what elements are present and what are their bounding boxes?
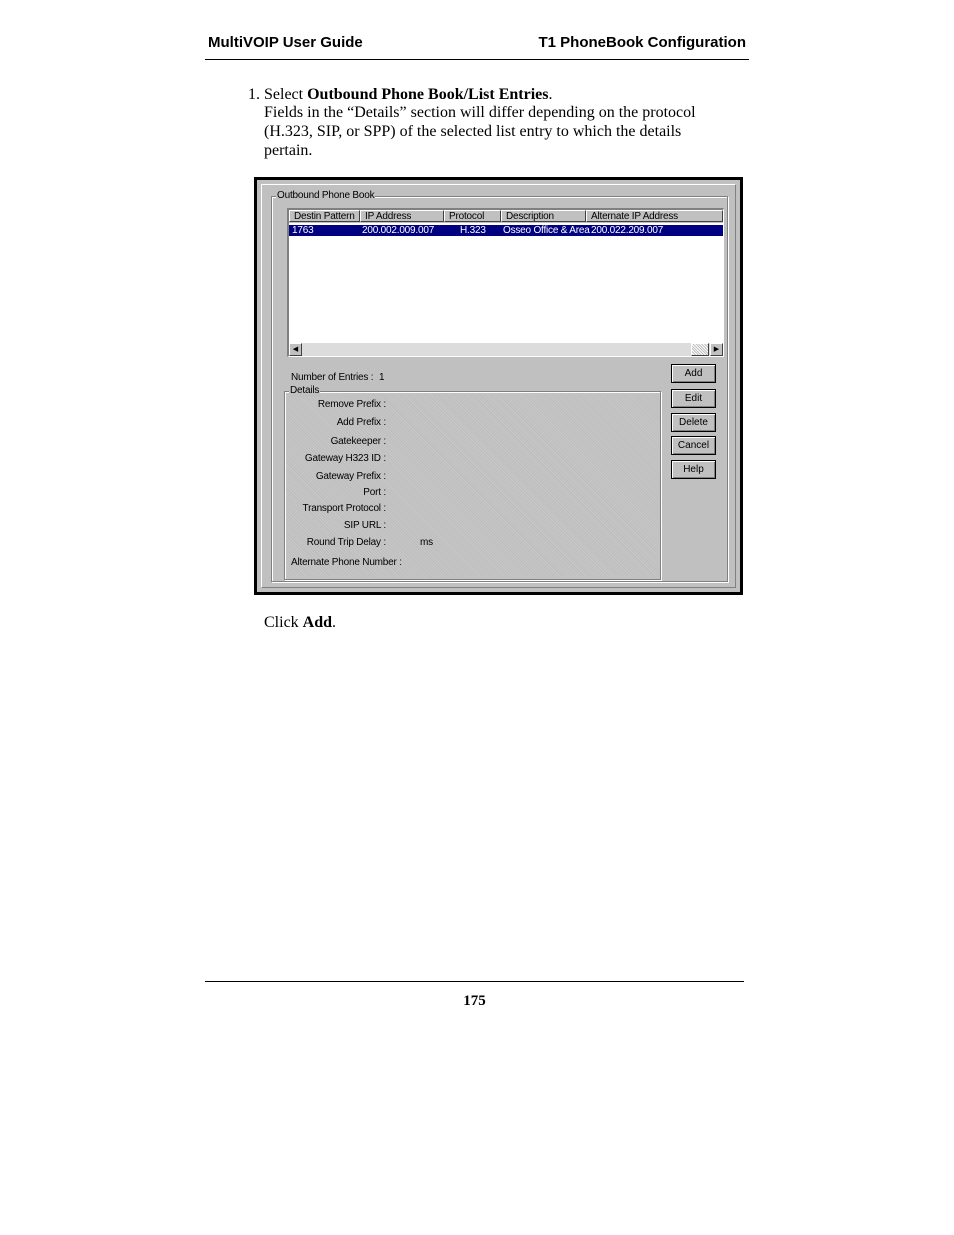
list-column-headers	[289, 210, 723, 223]
column-header-description[interactable]: Description	[501, 210, 586, 222]
gateway-h323-id-label: Gateway H323 ID :	[304, 453, 386, 464]
click-prefix: Click	[264, 614, 299, 631]
port-label: Port :	[363, 487, 386, 498]
edit-button[interactable]: Edit	[671, 389, 716, 408]
description-line: (H.323, SIP, or SPP) of the selected list entry to which the details	[264, 123, 682, 140]
entries-count-label: Number of Entries :	[291, 372, 374, 383]
cancel-button[interactable]: Cancel	[671, 436, 716, 455]
step-target: Outbound Phone Book/List Entries	[307, 86, 549, 103]
remove-prefix-label: Remove Prefix :	[317, 399, 386, 410]
column-header-alternate-ip[interactable]: Alternate IP Address	[586, 210, 723, 222]
table-row[interactable]	[289, 225, 723, 236]
scroll-thumb[interactable]	[691, 343, 709, 356]
sip-url-label: SIP URL :	[343, 520, 386, 531]
dialog-frame	[261, 184, 736, 588]
add-button[interactable]: Add	[671, 364, 716, 383]
click-instruction	[264, 613, 336, 632]
step-prefix: Select	[264, 86, 304, 103]
step-suffix: .	[548, 86, 553, 103]
page-number: 175	[463, 993, 486, 1009]
outbound-phonebook-dialog	[254, 177, 743, 595]
header-rule	[205, 59, 749, 60]
description-line: Fields in the “Details” section will differ depending on the protocol	[264, 104, 696, 121]
gatekeeper-label: Gatekeeper :	[330, 436, 386, 447]
click-target: Add	[302, 614, 333, 631]
horizontal-scrollbar[interactable]	[289, 343, 723, 356]
scroll-right-icon[interactable]: ▶	[710, 343, 723, 356]
step-number: 1.	[248, 86, 260, 103]
cell-protocol: H.323	[460, 225, 486, 236]
step-description	[264, 103, 696, 160]
scroll-left-icon[interactable]: ◀	[289, 343, 302, 356]
alternate-phone-label: Alternate Phone Number :	[291, 557, 402, 568]
step-instruction	[248, 85, 553, 104]
help-button[interactable]: Help	[671, 460, 716, 479]
gateway-prefix-label: Gateway Prefix :	[315, 471, 386, 482]
cell-destin-pattern: 1763	[292, 225, 314, 236]
click-suffix: .	[332, 614, 337, 631]
column-header-protocol[interactable]: Protocol	[444, 210, 501, 222]
round-trip-delay-unit: ms	[420, 537, 433, 548]
entries-count-value: 1	[379, 372, 385, 383]
add-prefix-label: Add Prefix :	[336, 417, 386, 428]
phonebook-list[interactable]	[287, 208, 724, 357]
delete-button[interactable]: Delete	[671, 413, 716, 432]
footer-rule	[205, 981, 744, 982]
cell-alternate-ip: 200.022.209.007	[591, 225, 664, 236]
round-trip-delay-label: Round Trip Delay :	[306, 537, 386, 548]
transport-protocol-label: Transport Protocol :	[302, 503, 386, 514]
running-header-title: MultiVOIP User Guide	[208, 34, 363, 51]
running-header-section: T1 PhoneBook Configuration	[538, 34, 746, 51]
outbound-phonebook-group-title: Outbound Phone Book	[277, 190, 375, 201]
cell-ip-address: 200.002.009.007	[362, 225, 435, 236]
description-line: pertain.	[264, 142, 313, 159]
column-header-ip-address[interactable]: IP Address	[360, 210, 444, 222]
column-header-destin-pattern[interactable]: Destin Pattern	[289, 210, 360, 222]
cell-description: Osseo Office & Area	[503, 225, 590, 236]
details-group-title: Details	[290, 385, 320, 396]
